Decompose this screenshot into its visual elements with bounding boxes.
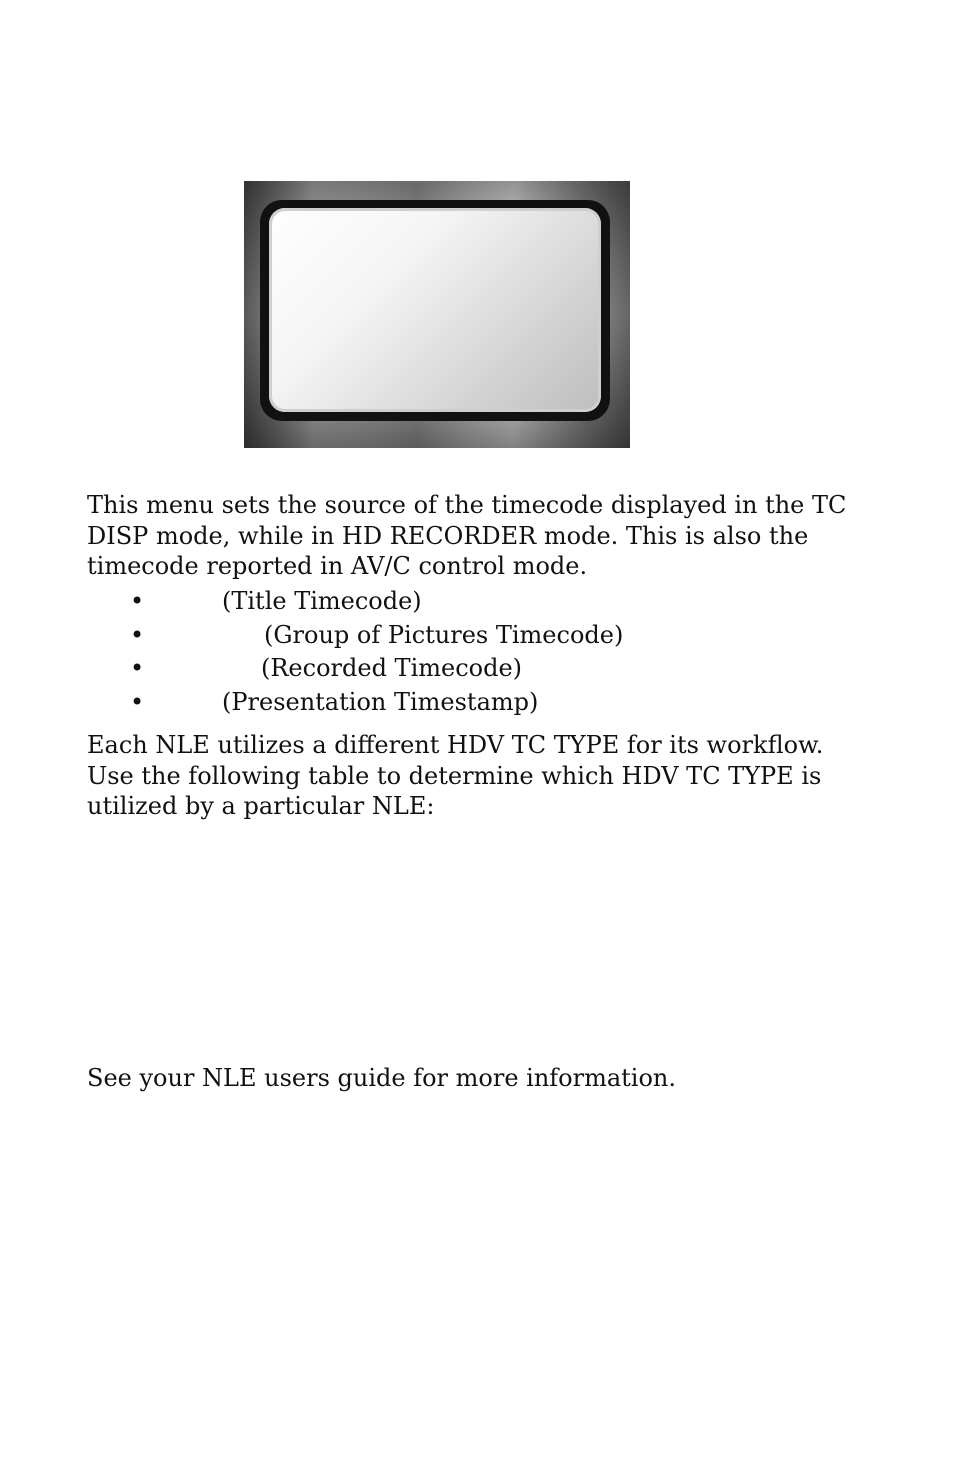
lcd-display-illustration [244,181,630,448]
intro-paragraph: This menu sets the source of the timecode displayed in the TC DISP mode, while in HD RECORDER mode. This is also the timecode reported in AV/C control mode. [87,491,847,580]
list-item-text: (Recorded Timecode) [261,654,523,682]
list-item-text: (Group of Pictures Timecode) [264,620,624,649]
list-item-text: (Title Timecode) [222,587,422,615]
lcd-screen [269,208,601,412]
bullet-icon: • [130,620,145,649]
bullet-icon: • [130,687,145,716]
bullet-icon: • [130,587,145,615]
list-item-text: (Presentation Timestamp) [222,687,539,716]
bullet-icon: • [130,654,145,682]
lcd-bezel [260,200,610,421]
see-more-paragraph: See your NLE users guide for more information. [87,1064,677,1092]
nle-paragraph: Each NLE utilizes a different HDV TC TYPE for its workflow. Use the following table to determine which HDV TC TYPE is utilized by a particular NLE: [87,731,824,820]
